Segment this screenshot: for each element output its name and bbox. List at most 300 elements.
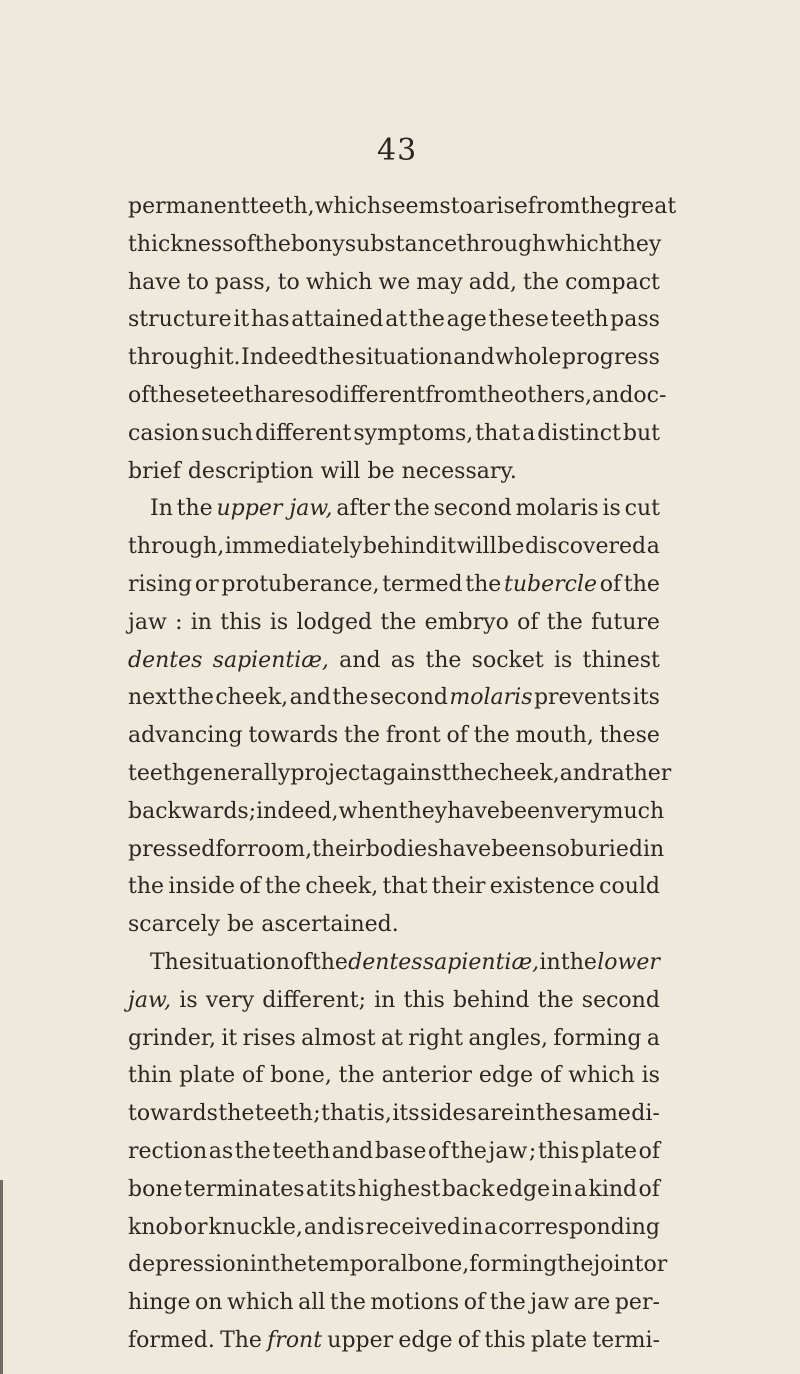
word: this: [537, 1138, 580, 1164]
text-line: [128, 755, 672, 793]
text-line: [128, 566, 660, 604]
word: embryo: [424, 609, 509, 635]
word: which: [314, 194, 382, 219]
word: and: [289, 685, 331, 711]
word: bone,: [270, 1063, 332, 1089]
word: the: [473, 723, 510, 749]
word: molaris: [515, 496, 599, 522]
word: in: [551, 1176, 573, 1202]
word: of: [239, 874, 261, 900]
word: advancing: [128, 723, 243, 749]
word: so: [545, 836, 571, 862]
word: different: [255, 420, 352, 446]
word: dentes: [128, 647, 203, 673]
word: the: [128, 874, 165, 900]
word: and: [559, 760, 602, 786]
word: very: [205, 987, 255, 1013]
word: protuberance,: [221, 571, 380, 597]
word: Indeed: [241, 345, 319, 371]
word: molaris: [449, 685, 533, 711]
word: :: [175, 609, 183, 635]
word: second: [433, 496, 512, 522]
word: this: [484, 1327, 526, 1353]
word: such: [201, 420, 254, 446]
word: in: [374, 987, 396, 1013]
word: scarcely: [128, 912, 221, 938]
word: been: [499, 798, 555, 824]
word: their: [312, 836, 366, 862]
word: the: [254, 231, 291, 257]
word: lodged: [296, 609, 373, 635]
word: the: [623, 571, 660, 597]
text-line: [128, 906, 660, 944]
word: is,: [366, 1101, 392, 1127]
word: attained: [291, 307, 384, 333]
word: of: [539, 1063, 562, 1089]
word: have: [438, 836, 492, 862]
word: the: [265, 874, 302, 900]
word: this: [220, 609, 262, 635]
word: room,: [247, 836, 313, 862]
word: or: [194, 571, 219, 597]
word: pass: [610, 307, 660, 333]
word: behind: [452, 987, 530, 1013]
word: the: [177, 685, 214, 711]
word: as: [390, 647, 416, 673]
word: towards: [128, 1101, 218, 1127]
word: almost: [301, 1025, 376, 1051]
word: is: [179, 987, 198, 1013]
word: ascertained.: [261, 912, 399, 938]
word: the: [344, 723, 381, 749]
text-line: [128, 1133, 660, 1171]
word: of: [128, 382, 150, 408]
text-line: [128, 793, 665, 831]
text-line: [128, 301, 660, 339]
text-line: [128, 1171, 660, 1209]
text-line: [128, 264, 660, 302]
word: have: [128, 269, 181, 295]
word: different;: [262, 987, 366, 1013]
word: inside: [168, 874, 235, 900]
word: through: [128, 345, 218, 371]
word: the: [338, 1063, 375, 1089]
word: front: [385, 723, 441, 749]
word: progress: [561, 345, 660, 371]
word: per-: [614, 1290, 660, 1316]
word: permanent: [128, 194, 250, 219]
word: The: [220, 1327, 262, 1353]
word: will: [456, 534, 497, 560]
word: of: [463, 1290, 486, 1316]
word: joint: [593, 1252, 644, 1278]
word: after: [336, 496, 390, 522]
scan-edge-mark: [0, 1180, 3, 1374]
word: thin: [128, 1063, 173, 1089]
text-line: [128, 982, 660, 1020]
word: to: [277, 269, 300, 295]
word: have: [447, 798, 500, 824]
word: age: [446, 307, 487, 333]
word: the: [537, 987, 574, 1013]
word: termi-: [592, 1327, 660, 1353]
word: substance: [344, 231, 458, 257]
word: and: [592, 382, 634, 408]
word: the: [408, 307, 445, 333]
text-line: [128, 1246, 668, 1284]
word: is: [269, 609, 289, 635]
word: next: [128, 685, 177, 711]
word: to: [186, 269, 209, 295]
word: cheek,: [486, 760, 560, 786]
word: and: [303, 1214, 346, 1240]
word: at: [385, 307, 408, 333]
word: In: [150, 496, 173, 522]
word: sides: [420, 1101, 477, 1127]
word: is: [553, 647, 573, 673]
word: depression: [128, 1252, 250, 1278]
word: through,: [128, 534, 225, 560]
word: teeth: [128, 760, 186, 786]
word: in: [249, 1252, 271, 1278]
word: di-: [631, 1101, 660, 1127]
word: mouth,: [515, 723, 594, 749]
word: of: [638, 1138, 660, 1164]
word: lower: [597, 949, 660, 975]
word: the: [536, 1101, 573, 1127]
word: plate: [530, 1327, 588, 1353]
word: upper: [327, 1327, 394, 1353]
word: its: [632, 685, 660, 711]
word: that: [382, 874, 428, 900]
word: at: [305, 1176, 328, 1202]
word: The: [150, 949, 192, 975]
word: which: [305, 269, 373, 295]
word: the: [332, 685, 369, 711]
word: the: [311, 949, 348, 975]
word: the: [477, 382, 514, 408]
word: second: [581, 987, 660, 1013]
word: prevents: [533, 685, 632, 711]
word: of: [517, 609, 539, 635]
text-line: [128, 377, 667, 415]
word: rising: [128, 571, 193, 597]
word: formed.: [128, 1327, 215, 1353]
word: cheek,: [305, 874, 379, 900]
text-line: [128, 1209, 660, 1247]
word: against: [369, 760, 451, 786]
word: dentes: [348, 949, 423, 975]
word: terminates: [183, 1176, 305, 1202]
word: from: [527, 194, 581, 219]
text-line: [128, 226, 660, 264]
word: symptoms,: [353, 420, 474, 446]
word: is: [641, 1063, 660, 1089]
word: the: [329, 1290, 366, 1316]
word: anterior: [381, 1063, 473, 1089]
word: edge: [398, 1327, 453, 1353]
word: is: [346, 1214, 365, 1240]
word: termed: [382, 571, 463, 597]
word: bony: [290, 231, 345, 257]
word: the: [218, 1101, 255, 1127]
word: in: [642, 836, 665, 862]
word: project: [290, 760, 370, 786]
word: rises: [242, 1025, 296, 1051]
word: are: [267, 382, 305, 408]
word: oc-: [633, 382, 667, 408]
word: distinct: [537, 420, 621, 446]
word: of: [427, 1138, 450, 1164]
word: very: [554, 798, 603, 824]
word: on: [195, 1290, 223, 1316]
word: will: [320, 458, 361, 484]
word: their: [431, 874, 486, 900]
word: these: [149, 382, 210, 408]
word: knuckle,: [208, 1214, 303, 1240]
text-line: [128, 1322, 660, 1360]
word: add,: [468, 269, 517, 295]
word: a: [484, 1214, 498, 1240]
text-line: [128, 453, 660, 491]
word: the: [450, 760, 487, 786]
word: edge: [478, 1063, 534, 1089]
word: of: [446, 723, 468, 749]
text-line: [128, 1057, 660, 1095]
word: the: [234, 1138, 271, 1164]
word: necessary.: [401, 458, 517, 484]
word: rection: [128, 1138, 208, 1164]
word: it: [221, 1025, 238, 1051]
word: the: [465, 571, 502, 597]
word: the: [557, 1252, 594, 1278]
word: as: [208, 1138, 234, 1164]
word: pressed: [128, 836, 216, 862]
text-line: [128, 717, 660, 755]
word: existence: [489, 874, 595, 900]
word: ;: [313, 1101, 321, 1127]
word: knob: [128, 1214, 183, 1240]
word: it: [440, 534, 456, 560]
word: grinder,: [128, 1025, 216, 1051]
text-line: [128, 868, 660, 906]
text-line: [128, 1020, 660, 1058]
word: angles,: [468, 1025, 549, 1051]
text-line: [128, 1284, 660, 1322]
word: sapientiæ,: [212, 647, 329, 673]
word: of: [242, 1063, 264, 1089]
word: discovered: [525, 534, 647, 560]
word: much: [602, 798, 665, 824]
word: pass,: [214, 269, 272, 295]
word: indeed,: [256, 798, 339, 824]
word: of: [233, 231, 255, 257]
word: are: [573, 1290, 611, 1316]
word: ;: [528, 1138, 537, 1164]
word: of: [599, 571, 622, 597]
page-number: 43: [377, 133, 418, 168]
word: the: [560, 949, 597, 975]
word: may: [416, 269, 463, 295]
word: right: [408, 1025, 463, 1051]
word: for: [215, 836, 248, 862]
word: its: [392, 1101, 420, 1127]
word: teeth: [272, 1138, 331, 1164]
word: a: [646, 534, 660, 560]
word: a: [522, 420, 536, 446]
word: that: [475, 420, 521, 446]
word: kind: [588, 1176, 638, 1202]
word: future: [591, 609, 660, 635]
word: in: [461, 1214, 484, 1240]
word: but: [622, 420, 660, 446]
word: be: [227, 912, 255, 938]
word: teeth: [209, 382, 268, 408]
word: cheek,: [215, 685, 289, 711]
word: back: [441, 1176, 495, 1202]
word: and: [331, 1138, 374, 1164]
word: of: [638, 1176, 660, 1202]
word: great: [616, 194, 677, 219]
word: arise: [472, 194, 528, 219]
text-line: [128, 679, 660, 717]
word: a: [574, 1176, 588, 1202]
word: motions: [370, 1290, 460, 1316]
text-line: [128, 642, 660, 680]
word: received: [365, 1214, 461, 1240]
word: casion: [128, 420, 200, 446]
word: the: [393, 496, 430, 522]
text-line: [128, 415, 660, 453]
word: corresponding: [498, 1214, 660, 1240]
word: description: [187, 458, 314, 484]
word: bone,: [407, 1252, 470, 1278]
word: forming: [469, 1252, 558, 1278]
word: these: [488, 307, 549, 333]
word: be: [497, 534, 525, 560]
word: base: [374, 1138, 427, 1164]
word: teeth: [254, 1101, 313, 1127]
word: same: [572, 1101, 631, 1127]
word: others,: [513, 382, 593, 408]
text-line: [128, 339, 660, 377]
word: the: [380, 609, 417, 635]
body-text: [128, 188, 677, 1360]
word: teeth: [550, 307, 609, 333]
word: at: [380, 1025, 403, 1051]
word: these: [599, 723, 660, 749]
word: situation: [355, 345, 453, 371]
word: generally: [185, 760, 291, 786]
text-line: [128, 831, 665, 869]
word: of: [457, 1327, 480, 1353]
word: sapientiæ,: [422, 949, 540, 975]
word: rather: [601, 760, 672, 786]
word: brief: [128, 458, 181, 484]
word: the: [523, 269, 560, 295]
word: thinest: [582, 647, 660, 673]
word: different: [328, 382, 426, 408]
word: is: [602, 496, 621, 522]
word: the: [546, 609, 583, 635]
word: bodies: [365, 836, 439, 862]
word: are: [477, 1101, 514, 1127]
word: structure: [128, 307, 232, 333]
word: which: [227, 1290, 294, 1316]
word: to: [450, 194, 473, 219]
word: or: [643, 1252, 668, 1278]
word: or: [183, 1214, 208, 1240]
word: could: [599, 874, 660, 900]
word: compact: [565, 269, 660, 295]
word: which: [568, 1063, 635, 1089]
word: all: [298, 1290, 326, 1316]
word: it: [233, 307, 250, 333]
word: the: [425, 647, 462, 673]
word: cut: [624, 496, 660, 522]
word: the: [318, 345, 355, 371]
word: edge: [495, 1176, 551, 1202]
word: of: [290, 949, 312, 975]
word: the: [489, 1290, 526, 1316]
word: thickness: [128, 231, 234, 257]
word: in: [539, 949, 561, 975]
word: plate: [179, 1063, 236, 1089]
word: temporal: [307, 1252, 408, 1278]
word: we: [378, 269, 411, 295]
word: behind: [362, 534, 440, 560]
word: plate: [580, 1138, 637, 1164]
word: a: [646, 1025, 660, 1051]
word: hinge: [128, 1290, 191, 1316]
word: which: [546, 231, 613, 257]
word: whole: [495, 345, 562, 371]
word: they: [398, 798, 448, 824]
word: tubercle: [504, 571, 598, 597]
text-line: [128, 490, 660, 528]
word: and: [339, 647, 381, 673]
word: ;: [248, 798, 257, 824]
word: bone: [128, 1176, 183, 1202]
word: towards: [248, 723, 339, 749]
word: backwards: [128, 798, 249, 824]
word: jaw: [530, 1290, 570, 1316]
word: highest: [357, 1176, 441, 1202]
word: jaw: [488, 1138, 528, 1164]
word: the: [270, 1252, 308, 1278]
word: teeth,: [249, 194, 315, 219]
word: and: [453, 345, 495, 371]
word: that: [321, 1101, 367, 1127]
word: the: [580, 194, 617, 219]
word: they: [612, 231, 662, 257]
word: it.: [217, 345, 241, 371]
word: jaw,: [128, 987, 172, 1013]
word: forming: [553, 1025, 642, 1051]
word: be: [367, 458, 395, 484]
word: in: [190, 609, 212, 635]
text-line: [128, 1095, 660, 1133]
text-line: [128, 604, 660, 642]
word: this: [403, 987, 445, 1013]
word: from: [425, 382, 478, 408]
word: its: [329, 1176, 357, 1202]
word: the: [450, 1138, 487, 1164]
word: through: [457, 231, 547, 257]
word: the: [176, 496, 213, 522]
word: immediately: [224, 534, 363, 560]
text-line: [128, 528, 660, 566]
